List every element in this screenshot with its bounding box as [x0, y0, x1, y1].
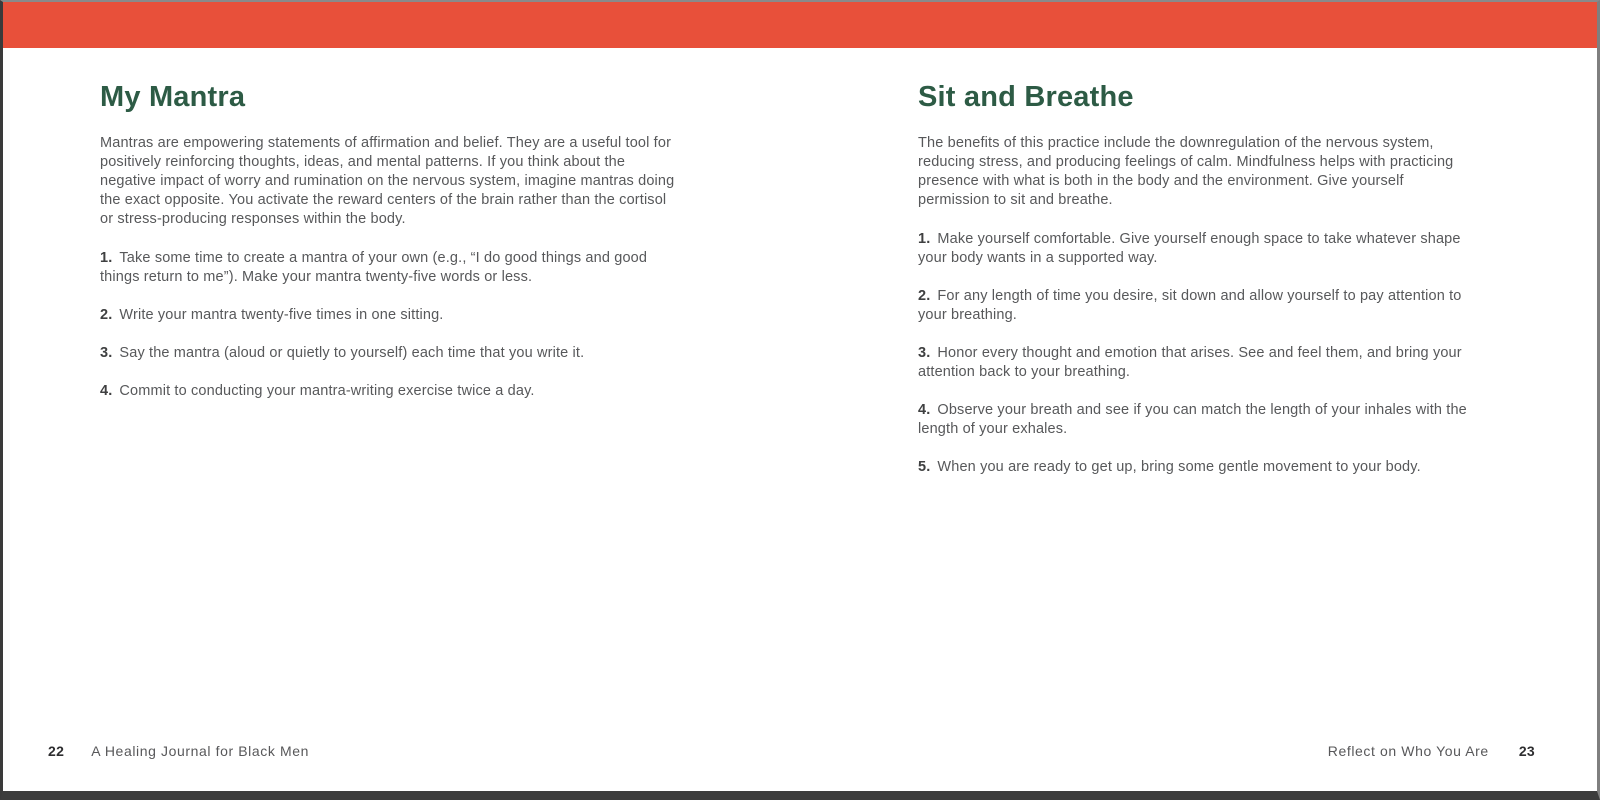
step-number: 4. — [918, 402, 931, 418]
footer-page-number-right: 23 — [1518, 743, 1535, 759]
step-item — [918, 230, 1477, 268]
step-text: Honor every thought and emotion that arises. See and feel them, and bring your attention back to your breathing. — [918, 345, 1462, 380]
footer-right — [1328, 743, 1535, 759]
step-item — [918, 344, 1477, 382]
step-text: When you are ready to get up, bring some gentle movement to your body. — [937, 459, 1421, 475]
page-left-content — [3, 48, 800, 401]
step-item — [918, 401, 1477, 439]
step-item — [100, 306, 675, 325]
footer-left — [48, 743, 309, 759]
step-number: 2. — [100, 307, 113, 323]
step-number: 5. — [918, 459, 931, 475]
step-number: 1. — [100, 250, 113, 266]
page-right-content — [800, 48, 1597, 477]
page-right — [800, 48, 1597, 791]
accent-bar — [3, 2, 1597, 48]
step-item — [918, 458, 1477, 477]
step-number: 3. — [100, 345, 113, 361]
step-text: Make yourself comfortable. Give yourself enough space to take whatever shape your body wants in a supported way. — [918, 231, 1461, 266]
step-number: 1. — [918, 231, 931, 247]
page-title-left: My Mantra — [100, 81, 246, 113]
step-text: For any length of time you desire, sit down and allow yourself to pay attention to your breathing. — [918, 288, 1462, 323]
step-text: Observe your breath and see if you can match the length of your inhales with the length of your exhales. — [918, 402, 1467, 437]
step-number: 2. — [918, 288, 931, 304]
step-item — [100, 344, 675, 363]
intro-paragraph-right: The benefits of this practice include the downregulation of the nervous system, reducing stress, and producing feelings of calm. Mindfulness helps with practicing presence with what is both in the body and the environment. Give yourself permission to sit and breathe. — [918, 135, 1454, 208]
footer-section-title: Reflect on Who You Are — [1327, 743, 1489, 759]
step-item — [100, 249, 675, 287]
step-text: Commit to conducting your mantra-writing exercise twice a day. — [119, 383, 535, 399]
step-text: Take some time to create a mantra of your own (e.g., “I do good things and good things return to me”). Make your mantra twenty-five words or less. — [100, 250, 648, 285]
step-item — [100, 382, 675, 401]
page-title-right: Sit and Breathe — [918, 81, 1134, 113]
step-number: 3. — [918, 345, 931, 361]
footer-book-title: A Healing Journal for Black Men — [91, 743, 310, 759]
step-text: Write your mantra twenty-five times in one sitting. — [119, 307, 444, 323]
footer-page-number-left: 22 — [48, 743, 65, 759]
step-number: 4. — [100, 383, 113, 399]
page-left — [3, 48, 800, 791]
step-text: Say the mantra (aloud or quietly to yourself) each time that you write it. — [119, 345, 585, 361]
pages-container — [3, 48, 1597, 791]
intro-paragraph-left: Mantras are empowering statements of affirmation and belief. They are a useful tool for positively reinforcing thoughts, ideas, and mental patterns. If you think about the negative impact of worry and rumination on the nervous system, imagine mantras doing the exact opposite. You activate the reward centers of the brain rather than the cortisol or stress-producing responses within the body. — [100, 135, 675, 227]
step-item — [918, 287, 1477, 325]
